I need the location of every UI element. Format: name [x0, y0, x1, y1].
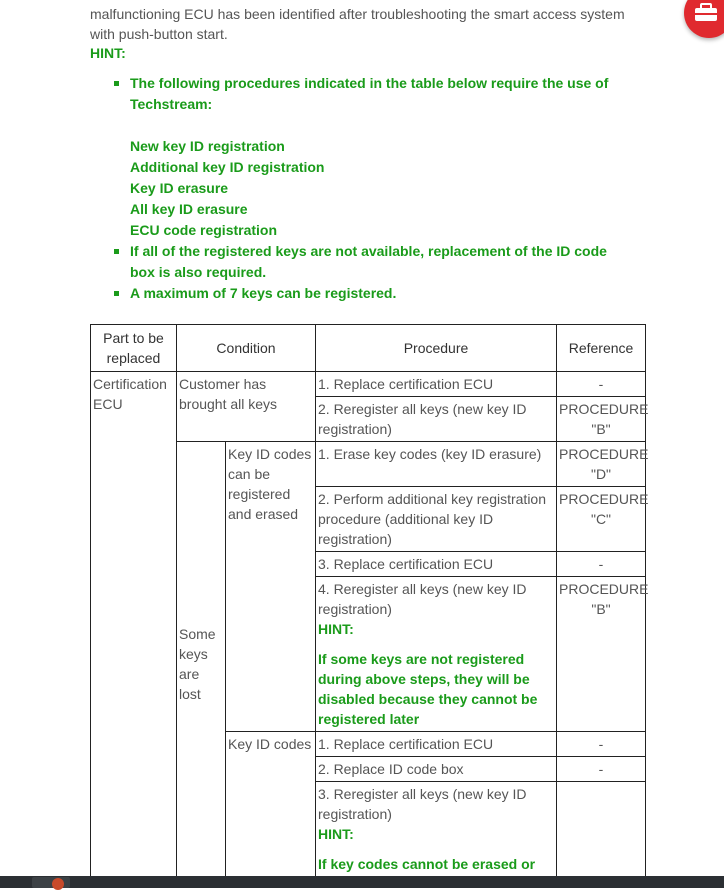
- condition-not-erasable: Key ID codes: [226, 732, 316, 877]
- procedure-item: All key ID erasure: [130, 201, 248, 217]
- header-procedure: Procedure: [316, 325, 557, 372]
- hint-label: HINT:: [90, 45, 126, 61]
- procedure-text: 3. Reregister all keys (new key ID registration): [318, 786, 527, 822]
- procedure-cell: 1. Replace certification ECU: [316, 372, 557, 397]
- reference-cell: -: [557, 372, 646, 397]
- reference-cell: -: [557, 732, 646, 757]
- reference-cell: [557, 782, 646, 877]
- procedure-cell: 2. Reregister all keys (new key ID registration): [316, 397, 557, 442]
- table-header-row: [91, 325, 646, 372]
- reference-cell: PROCEDURE "D": [557, 442, 646, 487]
- reference-cell: PROCEDURE "C": [557, 487, 646, 552]
- step-hint-label: HINT:: [318, 621, 354, 637]
- condition-some-lost: [177, 442, 226, 877]
- procedure-cell: [316, 577, 557, 732]
- procedure-cell: 2. Replace ID code box: [316, 757, 557, 782]
- condition-erasable: Key ID codes can be registered and erased: [226, 442, 316, 732]
- procedure-cell: 2. Perform additional key registration procedure (additional key ID registration): [316, 487, 557, 552]
- procedure-table: [90, 324, 649, 877]
- condition-all-keys: Customer has brought all keys: [177, 372, 316, 442]
- intro-line-1: malfunctioning ECU has been identified after troubleshooting the smart access system: [90, 6, 625, 22]
- header-condition: Condition: [177, 325, 316, 372]
- part-text: Certification ECU: [93, 376, 167, 412]
- procedure-item: New key ID registration: [130, 138, 285, 154]
- hint-item-id-code-box: If all of the registered keys are not available, replacement of the ID code box is also required.: [112, 241, 632, 283]
- hint-item-max-keys: A maximum of 7 keys can be registered.: [112, 283, 632, 304]
- procedure-cell: 1. Replace certification ECU: [316, 732, 557, 757]
- header-reference: Reference: [557, 325, 646, 372]
- part-cell: [91, 372, 177, 877]
- reference-cell: PROCEDURE "B": [557, 397, 646, 442]
- toolbox-button[interactable]: [684, 0, 724, 38]
- reference-cell: PROCEDURE "B": [557, 577, 646, 732]
- reference-cell: -: [557, 552, 646, 577]
- intro-line-2: with push-button start.: [90, 26, 228, 42]
- procedure-cell: 3. Replace certification ECU: [316, 552, 557, 577]
- table-row: [91, 372, 646, 397]
- condition-some-lost-text: Some keys are lost: [179, 626, 216, 702]
- reference-cell: -: [557, 757, 646, 782]
- procedure-list: [130, 136, 632, 241]
- taskbar-item[interactable]: [32, 877, 70, 888]
- step-hint-label: HINT:: [318, 826, 354, 842]
- procedure-cell: 1. Erase key codes (key ID erasure): [316, 442, 557, 487]
- intro-paragraph: [90, 4, 650, 44]
- step-hint-text: If some keys are not registered during above steps, they will be disabled because they cannot be registered later: [318, 651, 538, 727]
- procedure-item: ECU code registration: [130, 222, 278, 238]
- procedure-item: Additional key ID registration: [130, 159, 325, 175]
- procedure-text: 4. Reregister all keys (new key ID registration): [318, 581, 527, 617]
- procedure-item: Key ID erasure: [130, 180, 229, 196]
- procedure-cell: [316, 782, 557, 877]
- toolbox-icon: [684, 0, 724, 38]
- app-icon[interactable]: [52, 878, 64, 890]
- hint-item-techstream: [112, 73, 632, 241]
- hint-list: [112, 73, 632, 304]
- hint-item-techstream-text: The following procedures indicated in the table below require the use of Techstream:: [130, 75, 609, 112]
- step-hint-text: If key codes cannot be erased or: [318, 856, 536, 872]
- header-part: Part to be replaced: [91, 325, 177, 372]
- bottom-taskbar: [0, 876, 724, 888]
